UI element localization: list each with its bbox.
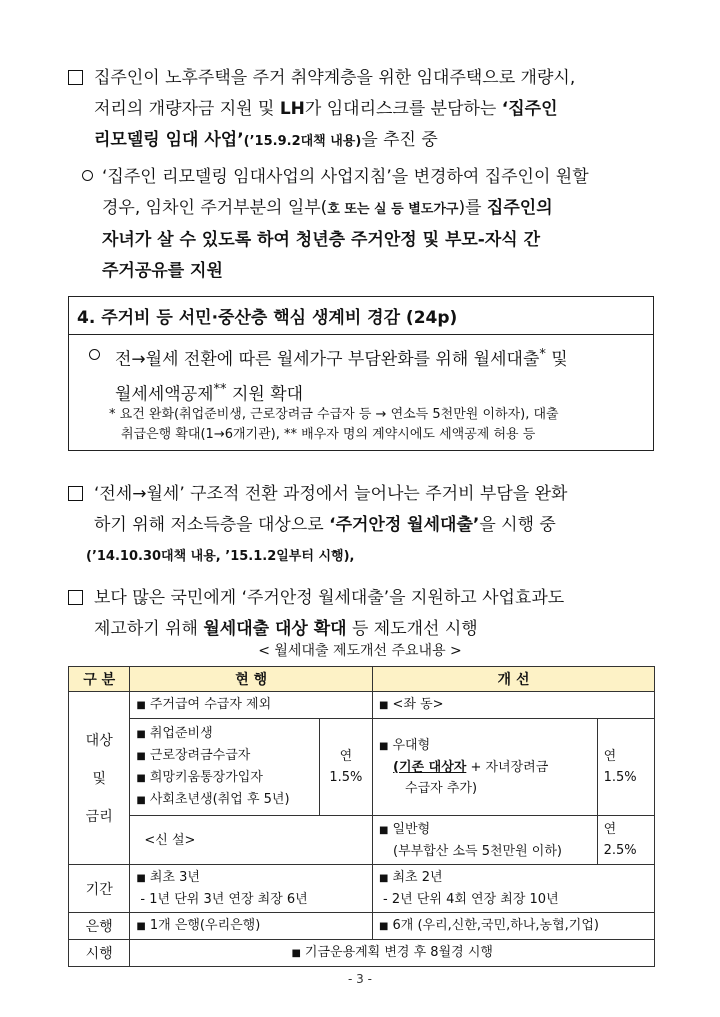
circle-bullet-icon: [82, 170, 93, 181]
section-4-note: * 요건 완화(취업준비생, 근로장려금 수급자 등 → 연소득 5천만원 이하자), 대출 취급은행 확대(1→6개기관), ** 배우자 명의 계약시에도 세액공제 허용 등: [109, 407, 559, 442]
table-header-row: [69, 667, 655, 692]
divider: [69, 334, 653, 335]
cell-current-new: <신 설>: [130, 816, 373, 865]
header-category: 구 분: [69, 667, 130, 692]
text-line: 경우, 임차인 주거부분의 일부(호 또는 실 등 별도가구)를 집주인의: [102, 198, 553, 218]
section-4-title: 4. 주거비 등 서민·중산층 핵심 생계비 경감 (24p): [77, 308, 458, 328]
page-number: - 3 -: [348, 972, 372, 986]
row-label-period: 기간: [69, 865, 130, 913]
text-line: 주거공유를 지원: [102, 261, 223, 281]
cell-improved: ■ <좌 동>: [373, 692, 655, 719]
text-line: 제고하기 위해 월세대출 대상 확대 등 제도개선 시행: [94, 619, 478, 639]
text-line: 저리의 개량자금 지원 및 LH가 임대리스크를 분담하는 ‘집주인: [94, 99, 558, 119]
text-line: 보다 많은 국민에게 ‘주거안정 월세대출’을 지원하고 사업효과도: [94, 588, 565, 608]
square-bullet-icon: [68, 590, 83, 605]
cell-improved-bank: ■ 6개 (우리,신한,국민,하나,농협,기업): [373, 913, 655, 940]
cell-current: ■ 주거급여 수급자 제외: [130, 692, 373, 719]
row-label-target: 대상 및 금리: [69, 692, 130, 865]
text-line: 전→월세 전환에 따른 월세가구 부담완화를 위해 월세대출* 및: [115, 347, 568, 370]
table-caption: < 월세대출 제도개선 주요내용 >: [258, 643, 462, 659]
text-line: 집주인이 노후주택을 주거 취약계층을 위한 임대주택으로 개량시,: [94, 68, 576, 88]
text-line: 자녀가 살 수 있도록 하여 청년층 주거안정 및 부모-자식 간: [102, 230, 541, 250]
table-row: [69, 816, 655, 865]
square-bullet-icon: [68, 70, 83, 85]
cell-implementation: ■ 기금운용계획 변경 후 8월경 시행: [130, 940, 655, 967]
header-current: 현 행: [130, 667, 373, 692]
paragraph-expansion: [72, 583, 658, 645]
cell-improved-period: ■ 최초 2년 - 2년 단위 4회 연장 최장 10년: [373, 865, 655, 913]
text-line: 리모델링 임대 사업’(’15.9.2대책 내용)을 추진 중: [94, 130, 438, 150]
table-row: [69, 913, 655, 940]
text-line: 월세세액공제** 지원 확대: [115, 381, 304, 405]
row-label-implementation: 시행: [69, 940, 130, 967]
table-row: [69, 865, 655, 913]
table-row: [69, 692, 655, 719]
table-row: [69, 719, 655, 816]
text-line: 하기 위해 저소득층을 대상으로 ‘주거안정 월세대출’을 시행 중: [94, 515, 556, 535]
square-bullet-icon: [68, 486, 83, 501]
row-label-bank: 은행: [69, 913, 130, 940]
paragraph-guideline: [72, 162, 658, 287]
text-line: ‘집주인 리모델링 임대사업의 사업지침’을 변경하여 집주인이 원할: [102, 167, 589, 187]
cell-improved-rate: 연 1.5%: [597, 719, 654, 816]
circle-bullet-icon: [89, 349, 100, 360]
cell-improved-general-rate: 연 2.5%: [597, 816, 654, 865]
paragraph-rent-loan: [72, 479, 658, 572]
cell-current-period: ■ 최초 3년 - 1년 단위 3년 연장 최장 6년: [130, 865, 373, 913]
text-line: (’14.10.30대책 내용, ’15.1.2일부터 시행),: [86, 549, 355, 564]
header-improved: 개 선: [373, 667, 655, 692]
rent-loan-comparison-table: [68, 666, 655, 967]
paragraph-remodeling: [72, 63, 658, 157]
cell-improved-preferred: ■ 우대형 (기존 대상자 + 자녀장려금 수급자 추가): [373, 719, 598, 816]
table-row: [69, 940, 655, 967]
text-line: ‘전세→월세’ 구조적 전환 과정에서 늘어나는 주거비 부담을 완화: [94, 484, 568, 504]
cell-improved-general: ■ 일반형 (부부합산 소득 5천만원 이하): [373, 816, 598, 865]
cell-current-rate: 연 1.5%: [319, 719, 372, 816]
section-4-box: [68, 296, 654, 451]
cell-current-bank: ■ 1개 은행(우리은행): [130, 913, 373, 940]
section-4-item: [89, 340, 568, 409]
cell-current-targets: ■ 취업준비생 ■ 근로장려금수급자 ■ 희망키움통장가입자 ■ 사회초년생(취업 후 5년): [130, 719, 319, 816]
